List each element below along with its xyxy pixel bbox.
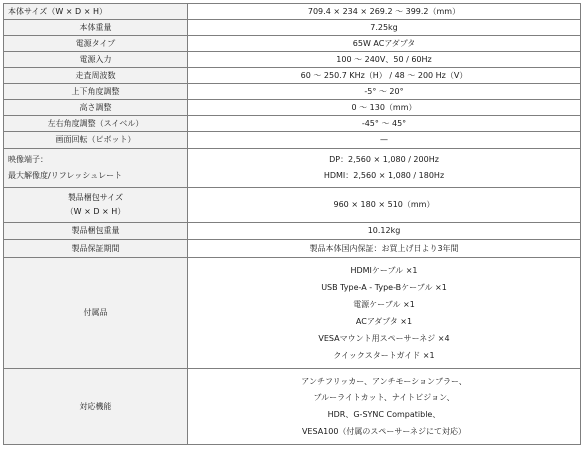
row-label: 電源入力 bbox=[4, 52, 188, 68]
row-value: 7.25kg bbox=[188, 20, 581, 36]
row-label: 画面回転（ピボット） bbox=[4, 132, 188, 149]
row-label: 本体重量 bbox=[4, 20, 188, 36]
accessory-item: クイックスタートガイド ×1 bbox=[333, 350, 435, 360]
row-value: 960 × 180 × 510（mm） bbox=[188, 188, 581, 223]
row-label bbox=[4, 188, 188, 223]
row-label-line: （W × D × H） bbox=[65, 207, 126, 217]
row-label: 高さ調整 bbox=[4, 100, 188, 116]
row-label-line: 最大解像度/リフレッシュレート bbox=[8, 170, 123, 180]
row-label: 電源タイプ bbox=[4, 36, 188, 52]
table-row bbox=[4, 52, 581, 68]
table-row bbox=[4, 20, 581, 36]
table-row bbox=[4, 4, 581, 20]
accessory-item: 電源ケーブル ×1 bbox=[353, 299, 415, 309]
table-row bbox=[4, 369, 581, 445]
row-label bbox=[4, 149, 188, 188]
row-label: 走査周波数 bbox=[4, 68, 188, 84]
row-label: 対応機能 bbox=[4, 369, 188, 445]
row-value: — bbox=[188, 132, 581, 149]
accessory-item: USB Type-A - Type-Bケーブル ×1 bbox=[321, 282, 447, 292]
feature-line: アンチフリッカー、アンチモーションブラー、 bbox=[301, 376, 467, 386]
row-label-line: 製品梱包サイズ bbox=[67, 193, 124, 203]
feature-line: VESA100（付属のスペーサーネジにて対応） bbox=[301, 426, 467, 436]
row-value-line: HDMI：2,560 × 1,080 / 180Hz bbox=[323, 170, 445, 180]
table-row bbox=[4, 188, 581, 223]
row-value bbox=[188, 369, 581, 445]
spec-table bbox=[3, 3, 581, 445]
table-row bbox=[4, 240, 581, 258]
row-value bbox=[188, 149, 581, 188]
row-label: 本体サイズ（W × D × H） bbox=[4, 4, 188, 20]
feature-line: ブルーライトカット、ナイトビジョン、 bbox=[313, 393, 455, 403]
table-row bbox=[4, 116, 581, 132]
row-label: 上下角度調整 bbox=[4, 84, 188, 100]
row-value: 0 ～ 130（mm） bbox=[188, 100, 581, 116]
row-value bbox=[188, 258, 581, 369]
table-row bbox=[4, 149, 581, 188]
accessory-item: ACアダプタ ×1 bbox=[355, 316, 413, 326]
row-value-line: DP：2,560 × 1,080 / 200Hz bbox=[329, 155, 439, 165]
row-value: -5° ～ 20° bbox=[188, 84, 581, 100]
row-value: 65W ACアダプタ bbox=[188, 36, 581, 52]
table-row bbox=[4, 84, 581, 100]
row-label: 製品梱包重量 bbox=[4, 223, 188, 240]
row-value: 60 ～ 250.7 KHz（H） / 48 ～ 200 Hz（V） bbox=[188, 68, 581, 84]
row-value: 10.12kg bbox=[188, 223, 581, 240]
accessory-item: HDMIケーブル ×1 bbox=[350, 265, 418, 275]
table-row bbox=[4, 223, 581, 240]
table-row bbox=[4, 36, 581, 52]
row-value: 100 ～ 240V、50 / 60Hz bbox=[188, 52, 581, 68]
row-label: 製品保証期間 bbox=[4, 240, 188, 258]
table-row bbox=[4, 100, 581, 116]
row-value: 製品本体国内保証：お買上げ日より3年間 bbox=[188, 240, 581, 258]
accessory-item: VESAマウント用スペーサーネジ ×4 bbox=[318, 333, 450, 343]
table-row bbox=[4, 132, 581, 149]
feature-line: HDR、G-SYNC Compatible、 bbox=[327, 410, 441, 420]
row-label: 左右角度調整（スイベル） bbox=[4, 116, 188, 132]
row-label: 付属品 bbox=[4, 258, 188, 369]
table-row bbox=[4, 68, 581, 84]
row-value: -45° ～ 45° bbox=[188, 116, 581, 132]
row-value: 709.4 × 234 × 269.2 ～ 399.2（mm） bbox=[188, 4, 581, 20]
table-row bbox=[4, 258, 581, 369]
row-label-line: 映像端子： bbox=[8, 155, 48, 165]
